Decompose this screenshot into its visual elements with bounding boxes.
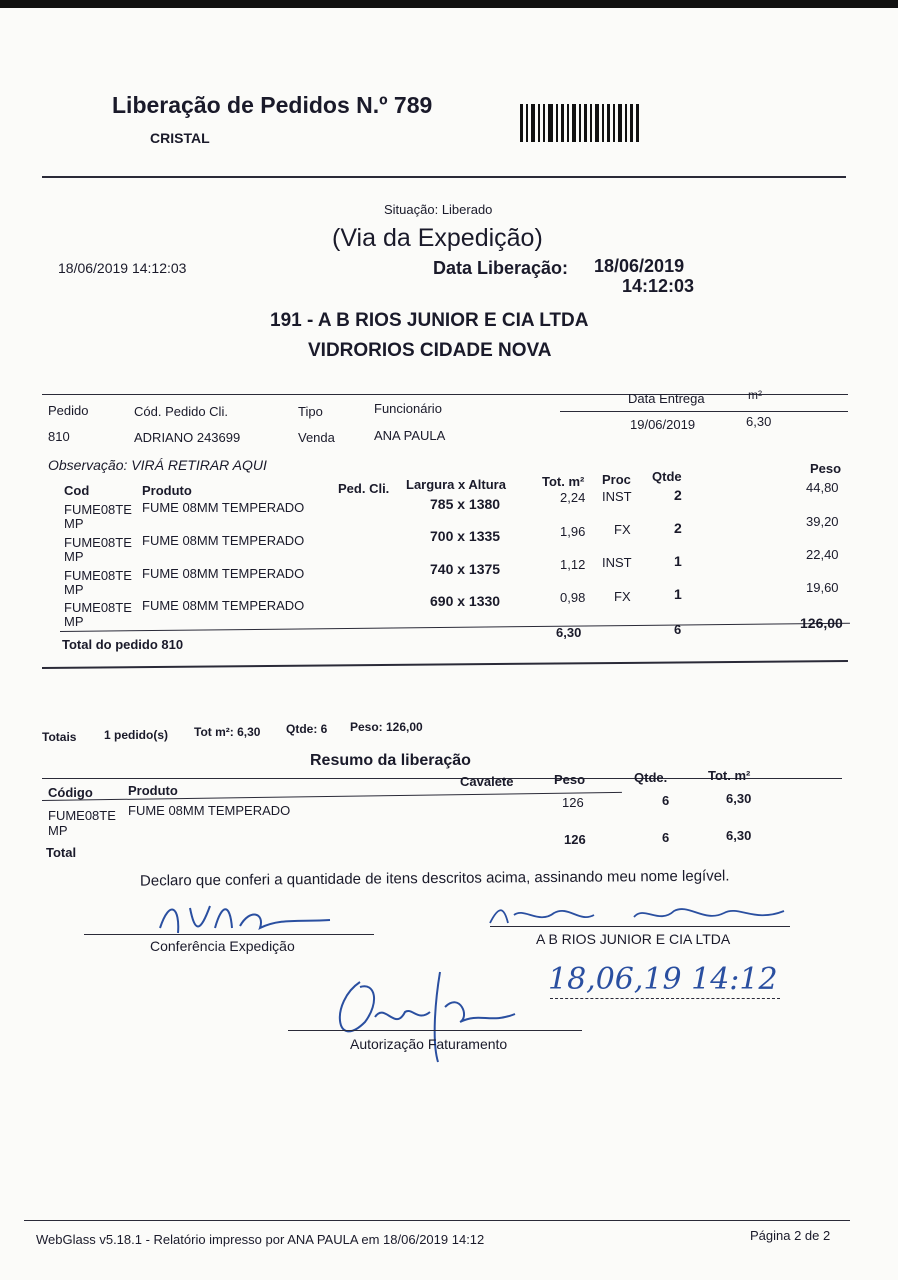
items-col-proc: Proc xyxy=(602,472,631,487)
conferencia-label: Conferência Expedição xyxy=(150,938,295,954)
resumo-total-peso: 126 xyxy=(564,832,586,847)
col-cod-pedido-cli: Cód. Pedido Cli. xyxy=(134,404,228,419)
autorizacao-line xyxy=(288,1030,582,1031)
row-proc: INST xyxy=(602,489,632,504)
printed-datetime: 18/06/2019 14:12:03 xyxy=(58,260,187,276)
row-proc: FX xyxy=(614,522,631,537)
items-col-tot-m2: Tot. m² xyxy=(542,474,585,489)
data-liberacao-date: 18/06/2019 xyxy=(594,256,685,276)
col-data-entrega: Data Entrega xyxy=(628,391,705,406)
top-edge xyxy=(0,0,898,8)
situacao: Situação: Liberado xyxy=(384,202,493,217)
items-col-qtde: Qtde xyxy=(652,469,682,484)
autorizacao-signature xyxy=(320,962,540,1072)
row-cod: FUME08TE xyxy=(64,535,132,550)
data-liberacao-time: 14:12:03 xyxy=(622,276,695,296)
resumo-title: Resumo da liberação xyxy=(310,752,471,769)
resumo-col-qtde: Qtde. xyxy=(634,770,668,785)
page-subtitle: CRISTAL xyxy=(150,130,210,146)
items-bottom-divider xyxy=(42,660,848,669)
row-dim: 690 x 1330 xyxy=(430,593,501,609)
items-col-produto: Produto xyxy=(142,483,192,498)
row-qtde: 2 xyxy=(674,520,682,536)
resumo-col-codigo: Código xyxy=(48,785,93,800)
items-total-label: Total do pedido 810 xyxy=(62,637,184,652)
row-cod: FUME08TE xyxy=(64,600,132,615)
page-title: Liberação de Pedidos N.º 789 xyxy=(112,92,433,118)
col-funcionario: Funcionário xyxy=(374,401,442,416)
totais-label: Totais xyxy=(42,730,77,744)
order-tipo-value: Venda xyxy=(298,430,335,445)
via-label: (Via da Expedição) xyxy=(332,224,543,252)
items-col-cod: Cod xyxy=(64,483,90,498)
row-qtde: 1 xyxy=(674,586,682,602)
data-liberacao-label: Data Liberação: xyxy=(433,258,569,278)
totais-peso: Peso: 126,00 xyxy=(350,720,423,734)
items-col-peso: Peso xyxy=(810,461,842,476)
order-cod-cli-value: ADRIANO 243699 xyxy=(134,430,241,445)
resumo-total-m2: 6,30 xyxy=(726,828,752,843)
header-divider xyxy=(42,176,846,178)
conferencia-line xyxy=(84,934,374,935)
resumo-row-codigo-suffix: MP xyxy=(48,823,68,838)
row-cod-suffix: MP xyxy=(64,549,84,564)
row-dim: 740 x 1375 xyxy=(430,561,501,577)
row-cod: FUME08TE xyxy=(64,568,132,583)
row-qtde: 1 xyxy=(674,553,682,569)
col-m2: m² xyxy=(748,388,762,402)
row-produto: FUME 08MM TEMPERADO xyxy=(142,500,305,515)
order-pedido-value: 810 xyxy=(48,429,70,444)
col-pedido: Pedido xyxy=(48,403,89,418)
row-proc: FX xyxy=(614,589,631,604)
page-number: Página 2 de 2 xyxy=(750,1228,831,1243)
client-sign-line xyxy=(490,926,790,927)
items-col-ped-cli: Ped. Cli. xyxy=(338,481,390,496)
order-data-entrega-value: 19/06/2019 xyxy=(630,417,696,432)
company-label: A B RIOS JUNIOR E CIA LTDA xyxy=(536,931,731,947)
row-dim: 785 x 1380 xyxy=(430,496,501,512)
autorizacao-label: Autorização Faturamento xyxy=(350,1036,508,1052)
items-total-m2: 6,30 xyxy=(556,625,582,640)
row-cod-suffix: MP xyxy=(64,582,84,597)
row-tot-m2: 0,98 xyxy=(560,590,586,605)
handwritten-date: 18,06,19 14:12 xyxy=(548,962,778,997)
row-cod-suffix: MP xyxy=(64,614,84,629)
totais-pedidos: 1 pedido(s) xyxy=(104,728,169,742)
order-top-divider xyxy=(42,394,848,395)
row-qtde: 2 xyxy=(674,487,682,503)
resumo-total-qtde: 6 xyxy=(662,830,670,845)
row-tot-m2: 2,24 xyxy=(560,490,586,505)
row-tot-m2: 1,12 xyxy=(560,557,586,572)
row-produto: FUME 08MM TEMPERADO xyxy=(142,566,305,581)
resumo-col-produto: Produto xyxy=(128,783,178,798)
row-cod: FUME08TE xyxy=(64,502,132,517)
row-produto: FUME 08MM TEMPERADO xyxy=(142,533,305,548)
resumo-col-cavalete: Cavalete xyxy=(460,774,514,789)
resumo-row-peso: 126 xyxy=(562,795,584,810)
resumo-row-codigo: FUME08TE xyxy=(48,808,116,823)
totais-qtde: Qtde: 6 xyxy=(286,722,328,736)
client-store: VIDRORIOS CIDADE NOVA xyxy=(308,340,552,361)
resumo-total-label: Total xyxy=(46,845,77,860)
resumo-row-tot-m2: 6,30 xyxy=(726,791,752,806)
row-peso: 44,80 xyxy=(806,480,839,495)
order-header-rule xyxy=(560,411,848,412)
row-produto: FUME 08MM TEMPERADO xyxy=(142,598,305,613)
row-peso: 39,20 xyxy=(806,514,839,529)
footer-text: WebGlass v5.18.1 - Relatório impresso por ANA PAULA em 18/06/2019 14:12 xyxy=(36,1232,485,1247)
items-total-qtde: 6 xyxy=(674,622,682,637)
order-funcionario-value: ANA PAULA xyxy=(374,428,446,443)
items-col-dim: Largura x Altura xyxy=(406,477,506,492)
resumo-col-tot-m2: Tot. m² xyxy=(708,768,751,783)
date-line xyxy=(550,998,780,999)
row-dim: 700 x 1335 xyxy=(430,528,501,544)
barcode xyxy=(518,100,644,144)
resumo-row-produto: FUME 08MM TEMPERADO xyxy=(128,803,291,818)
totais-m2: Tot m²: 6,30 xyxy=(194,725,261,739)
observacao: Observação: VIRÁ RETIRAR AQUI xyxy=(48,457,267,473)
resumo-col-peso: Peso xyxy=(554,772,586,787)
order-m2-value: 6,30 xyxy=(746,414,772,429)
col-tipo: Tipo xyxy=(298,404,323,419)
row-peso: 19,60 xyxy=(806,580,839,595)
row-cod-suffix: MP xyxy=(64,516,84,531)
row-peso: 22,40 xyxy=(806,547,839,562)
items-total-peso: 126,00 xyxy=(800,615,843,631)
row-proc: INST xyxy=(602,555,632,570)
resumo-row-qtde: 6 xyxy=(662,793,670,808)
declaration-text: Declaro que conferi a quantidade de itens descritos acima, assinando meu nome legível. xyxy=(139,867,730,890)
items-total-rule xyxy=(60,623,850,632)
row-tot-m2: 1,96 xyxy=(560,524,586,539)
footer-divider xyxy=(24,1220,850,1221)
client-name: 191 - A B RIOS JUNIOR E CIA LTDA xyxy=(270,310,589,331)
